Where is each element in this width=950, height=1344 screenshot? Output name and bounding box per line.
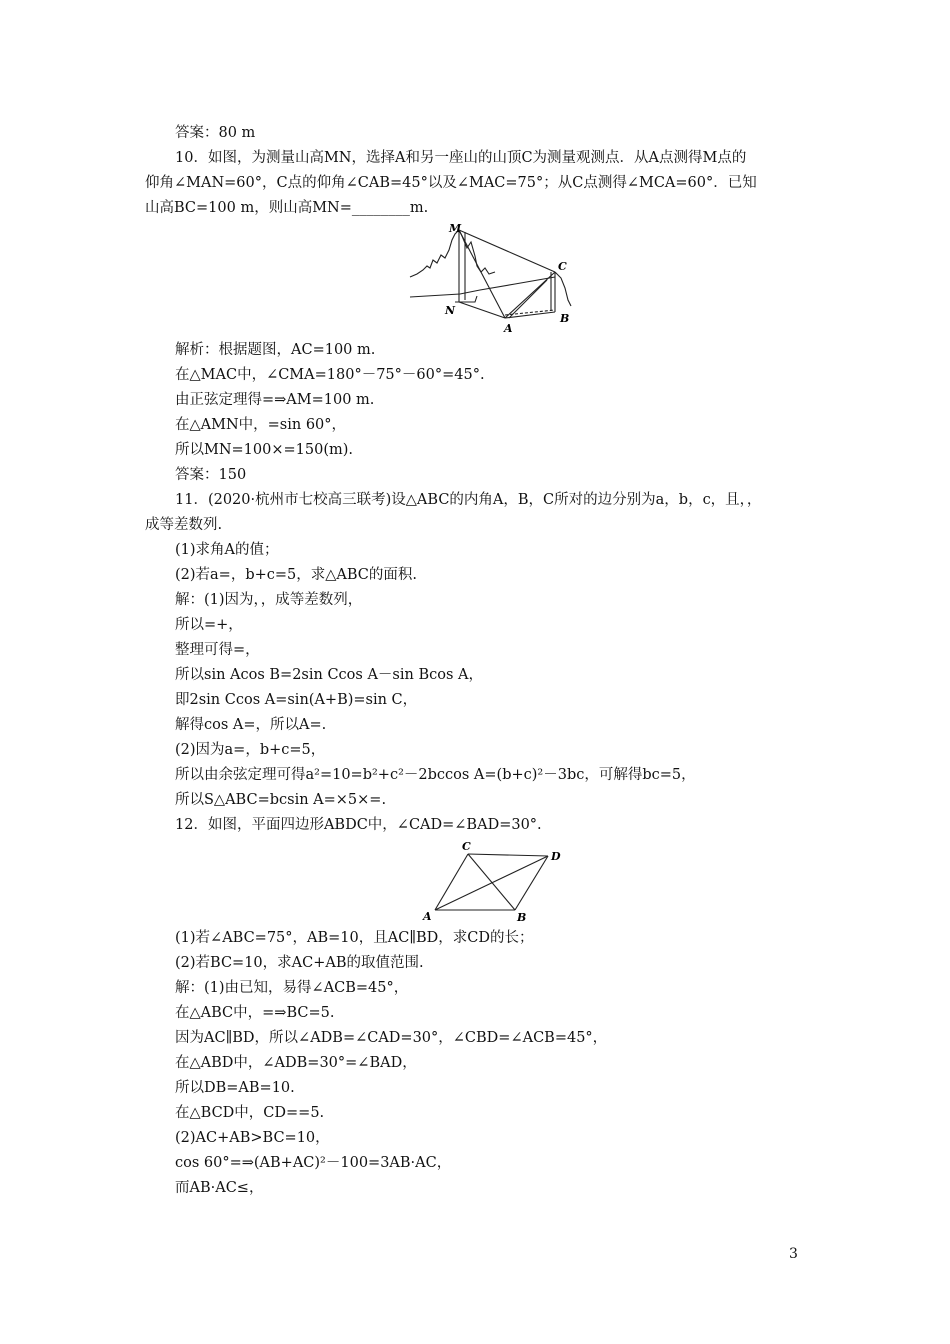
solution-11-line-2: 所以=+， [175,617,243,633]
answer-10: 答案：150 [175,467,247,483]
solution-12-line-5: 所以DB=AB=10. [175,1080,295,1096]
ground-line-lower [455,296,477,302]
segment-cb [468,854,515,910]
problem-11-line-2: 成等差数列. [145,517,223,533]
solution-11-line-1: 解：(1)因为，，成等差数列， [175,592,363,608]
label-a: A [423,910,432,923]
problem-11-part-1: (1)求角A的值； [175,542,279,558]
answer-9: 答案：80 m [175,125,256,141]
mountain-figure [405,222,585,337]
label-c: C [462,840,471,853]
label-a: A [504,322,513,335]
analysis-10-line-2: 在△MAC中，∠CMA=180°－75°－60°=45°. [175,367,485,383]
problem-11-part-2: (2)若a=，b+c=5，求△ABC的面积. [175,567,418,583]
problem-10-line-1: 10．如图，为测量山高MN，选择A和另一座山的山顶C为测量观测点．从A点测得M点的 [175,150,747,166]
right-mountain-outline [555,272,571,306]
label-b: B [560,312,570,325]
solution-12-line-4: 在△ABD中，∠ADB=30°=∠BAD， [175,1055,417,1071]
label-d: D [551,850,561,863]
page-number: 3 [789,1246,798,1262]
analysis-10-line-4: 在△AMN中，=sin 60°， [175,417,347,433]
solution-11-line-3: 整理可得=， [175,642,260,658]
solution-11-line-9: 所以S△ABC=bcsin A=×5×=. [175,792,387,808]
label-b: B [517,911,527,924]
label-n: N [445,304,456,317]
solution-12-line-7: (2)AC+AB>BC=10， [175,1130,330,1146]
quadrilateral-figure [420,838,570,928]
solution-11-line-8: 所以由余弦定理可得a²=10=b²+c²－2bccos A=(b+c)²－3bc，可解得bc=5， [175,767,696,783]
problem-10-line-3: 山高BC=100 m，则山高MN=________m. [145,200,429,216]
analysis-10-line-1: 解析：根据题图，AC=100 m. [175,342,376,358]
solution-11-line-7: (2)因为a=，b+c=5， [175,742,326,758]
solution-12-line-8: cos 60°=⇒(AB+AC)²－100=3AB·AC， [175,1155,452,1171]
problem-12-part-2: (2)若BC=10，求AC+AB的取值范围. [175,955,424,971]
problem-12-line-1: 12．如图，平面四边形ABDC中，∠CAD=∠BAD=30°. [175,817,542,833]
analysis-10-line-3: 由正弦定理得=⇒AM=100 m. [175,392,375,408]
solution-12-line-3: 因为AC∥BD，所以∠ADB=∠CAD=30°，∠CBD=∠ACB=45°， [175,1030,608,1046]
problem-10-line-2: 仰角∠MAN=60°，C点的仰角∠CAB=45°以及∠MAC=75°；从C点测得∠MCA=60°．已知 [145,175,757,191]
analysis-10-line-5: 所以MN=100×=150(m). [175,442,354,458]
solution-11-line-4: 所以sin Acos B=2sin Ccos A－sin Bcos A， [175,667,483,683]
problem-11-line-1: 11．(2020·杭州市七校高三联考)设△ABC的内角A，B，C所对的边分别为a，b，c，且，， [175,492,762,508]
label-m: M [449,222,462,235]
solution-11-line-5: 即2sin Ccos A=sin(A+B)=sin C， [175,692,418,708]
solution-12-line-6: 在△BCD中，CD==5. [175,1105,325,1121]
solution-12-line-1: 解：(1)由已知，易得∠ACB=45°， [175,980,409,996]
mountain-outline [410,230,495,277]
solution-12-line-2: 在△ABC中，=⇒BC=5. [175,1005,335,1021]
segment-cd [468,854,548,856]
solution-12-line-9: 而AB·AC≤， [175,1180,264,1196]
problem-12-part-1: (1)若∠ABC=75°，AB=10，且AC∥BD，求CD的长； [175,930,534,946]
label-c: C [558,260,567,273]
solution-11-line-6: 解得cos A=，所以A=. [175,717,327,733]
